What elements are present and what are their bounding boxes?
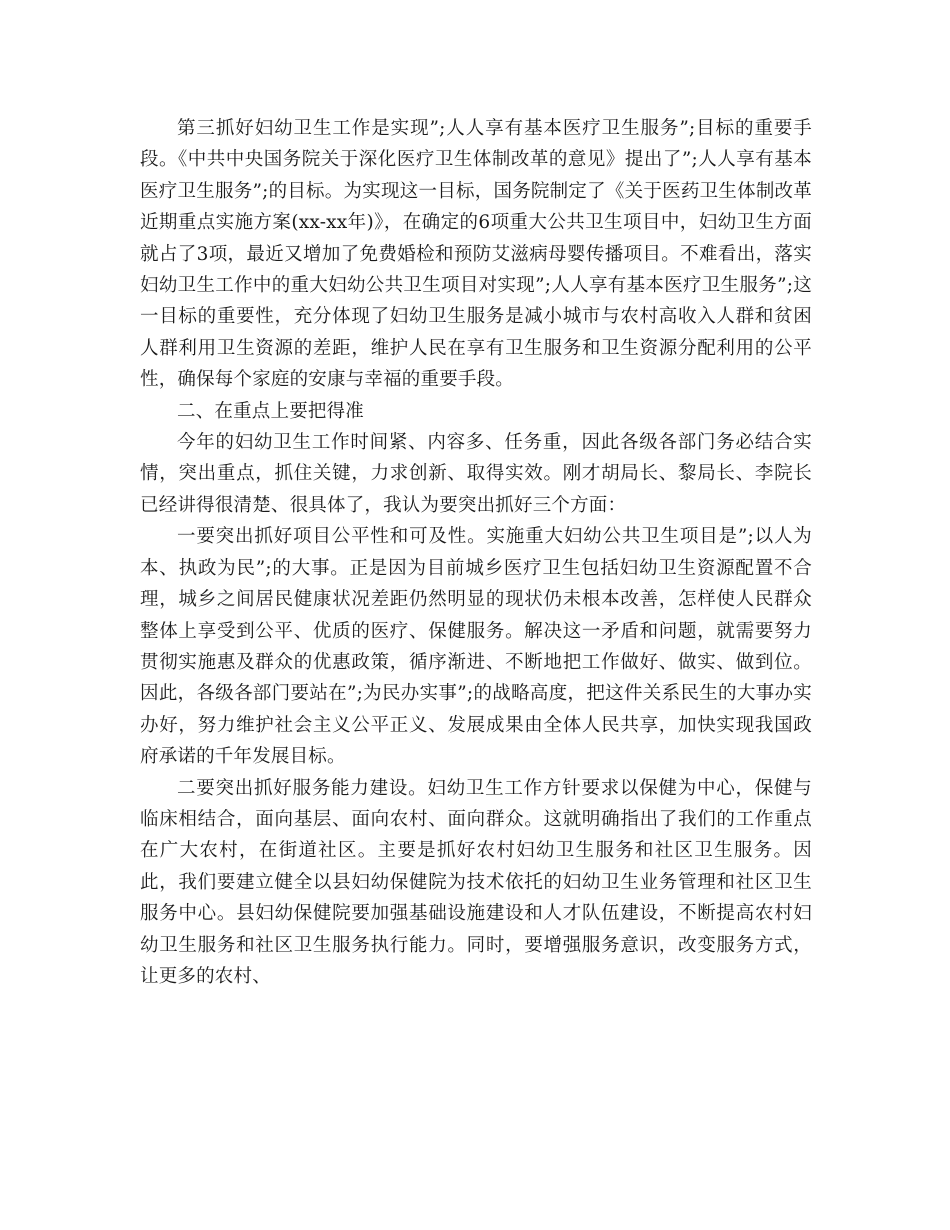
paragraph-1: 第三抓好妇幼卫生工作是实现”;人人享有基本医疗卫生服务”;目标的重要手段。《中共中央国务院关于深化医疗卫生体制改革的意见》提出了”;人人享有基本医疗卫生服务”;的目标。为实现这一目标，国务院制定了《关于医药卫生体制改革近期重点实施方案(xx-xx年)》，在确定的6项重大公共卫生项目中，妇幼卫生方面就占了3项，最近又增加了免费婚检和预防艾滋病母婴传播项目。不难看出，落实妇幼卫生工作中的重大妇幼公共卫生项目对实现”;人人享有基本医疗卫生服务”;这一目标的重要性，充分体现了妇幼卫生服务是减小城市与农村高收入人群和贫困人群利用卫生资源的差距，维护人民在享有卫生服务和卫生资源分配利用的公平性，确保每个家庭的安康与幸福的重要手段。 bbox=[140, 118, 812, 391]
paragraph-2: 今年的妇幼卫生工作时间紧、内容多、任务重，因此各级各部门务必结合实情，突出重点，抓住关键，力求创新、取得实效。刚才胡局长、黎局长、李院长已经讲得很清楚、很具体了，我认为要突出抓好三个方面： bbox=[140, 432, 812, 516]
document-body bbox=[140, 113, 812, 992]
section-heading: 二、在重点上要把得准 bbox=[177, 400, 365, 422]
paragraph-3: 一要突出抓好项目公平性和可及性。实施重大妇幼公共卫生项目是”;以人为本、执政为民”;的大事。正是因为目前城乡医疗卫生包括妇幼卫生资源配置不合理，城乡之间居民健康状况差距仍然明显的现状仍未根本改善，怎样使人民群众整体上享受到公平、优质的医疗、保健服务。解决这一矛盾和问题，就需要努力贯彻实施惠及群众的优惠政策，循序渐进、不断地把工作做好、做实、做到位。因此，各级各部门要站在”;为民办实事”;的战略高度，把这件关系民生的大事办实办好，努力维护社会主义公平正义、发展成果由全体人民共享，加快实现我国政府承诺的千年发展目标。 bbox=[140, 526, 812, 768]
paragraph-4: 二要突出抓好服务能力建设。妇幼卫生工作方针要求以保健为中心，保健与临床相结合，面向基层、面向农村、面向群众。这就明确指出了我们的工作重点在广大农村，在街道社区。主要是抓好农村妇幼卫生服务和社区卫生服务。因此，我们要建立健全以县妇幼保健院为技术依托的妇幼卫生业务管理和社区卫生服务中心。县妇幼保健院要加强基础设施建设和人才队伍建设，不断提高农村妇幼卫生服务和社区卫生服务执行能力。同时，要增强服务意识，改变服务方式，让更多的农村、 bbox=[140, 777, 812, 987]
